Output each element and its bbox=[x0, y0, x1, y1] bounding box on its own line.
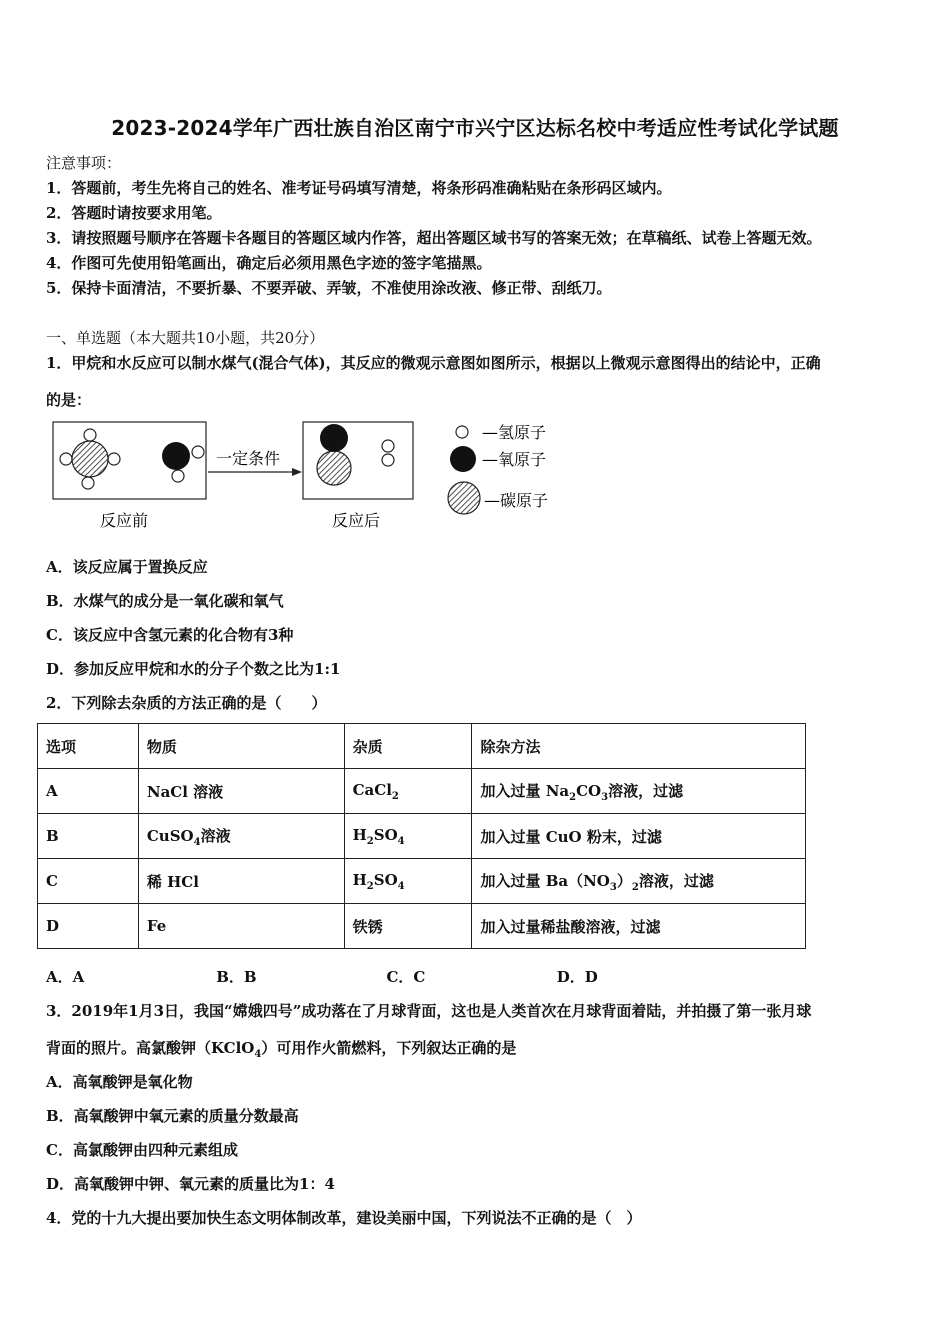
q3-option-a: A．高氧酸钾是氧化物 bbox=[46, 1073, 193, 1091]
oxygen-atom-icon bbox=[450, 446, 476, 472]
table-header-cell: 除杂方法 bbox=[472, 724, 806, 769]
cell-text: 加入过量 Ba（NO bbox=[480, 871, 610, 890]
notice-item: 4．作图可先使用铅笔画出，确定后必须用黑色字迹的签字笔描黑。 bbox=[46, 254, 492, 272]
cell-subscript: 4 bbox=[397, 880, 405, 892]
section-heading: 一、单选题（本大题共10小题，共20分） bbox=[46, 329, 325, 347]
q3-option-b: B．高氧酸钾中氧元素的质量分数最高 bbox=[46, 1107, 299, 1125]
cell-subscript: 3 bbox=[609, 881, 617, 893]
q1-stem: 1．甲烷和水反应可以制水煤气(混合气体)，其反应的微观示意图如图所示，根据以上微观示意图得出的结论中，正确 bbox=[46, 354, 821, 372]
table-cell: B bbox=[38, 814, 139, 859]
q2-option-b: B．B bbox=[216, 968, 257, 986]
cell-subscript: 2 bbox=[391, 790, 399, 802]
table-cell: A bbox=[38, 769, 139, 814]
carbon-atom-icon bbox=[448, 482, 480, 514]
q3-stem-text: 背面的照片。高氯酸钾（KClO bbox=[46, 1039, 255, 1057]
table-cell bbox=[344, 769, 472, 814]
q3-stem bbox=[46, 1037, 516, 1060]
before-label: 反应前 bbox=[100, 511, 149, 530]
cell-text: ） bbox=[616, 871, 632, 890]
hydrogen-molecule bbox=[382, 440, 394, 466]
q1-option-b: B．水煤气的成分是一氧化碳和氧气 bbox=[46, 592, 284, 610]
table-row bbox=[38, 769, 806, 814]
q1-option-c: C．该反应中含氢元素的化合物有3种 bbox=[46, 626, 294, 644]
table-cell: C bbox=[38, 859, 139, 904]
cell-text: CuSO bbox=[146, 826, 194, 845]
cell-text: 溶液 bbox=[200, 826, 231, 845]
notice-item: 2．答题时请按要求用笔。 bbox=[46, 204, 222, 222]
q3-stem: 3．2019年1月3日，我国“嫦娥四号”成功落在了月球背面，这也是人类首次在月球背面着陆，并拍摄了第一张月球 bbox=[46, 1002, 812, 1020]
table-cell bbox=[472, 859, 806, 904]
table-row bbox=[38, 904, 806, 949]
legend-hydrogen: —氢原子 bbox=[482, 423, 547, 442]
cell-subscript: 2 bbox=[569, 791, 577, 803]
cell-subscript: 2 bbox=[366, 880, 374, 892]
q2-table bbox=[37, 723, 806, 949]
table-cell bbox=[472, 769, 806, 814]
cell-text: 溶液，过滤 bbox=[638, 871, 714, 890]
notice-heading: 注意事项： bbox=[46, 154, 122, 172]
q4-stem: 4．党的十九大提出要加快生态文明体制改革，建设美丽中国，下列说法不正确的是（ ） bbox=[46, 1209, 642, 1227]
cell-text: SO bbox=[373, 825, 398, 844]
after-label: 反应后 bbox=[332, 511, 381, 530]
table-header-cell: 选项 bbox=[38, 724, 139, 769]
table-cell bbox=[344, 814, 472, 859]
table-header-cell: 物质 bbox=[138, 724, 344, 769]
q1-stem: 的是： bbox=[46, 391, 92, 409]
table-cell bbox=[138, 814, 344, 859]
q2-option-d: D．D bbox=[556, 968, 598, 986]
legend-carbon: —碳原子 bbox=[484, 491, 549, 510]
notice-item: 3．请按照题号顺序在答题卡各题目的答题区域内作答，超出答题区域书写的答案无效；在草稿纸、试卷上答题无效。 bbox=[46, 229, 822, 247]
notice-item: 5．保持卡面清洁，不要折暴、不要弄破、弄皱，不准使用涂改液、修正带、刮纸刀。 bbox=[46, 279, 612, 297]
q1-option-a: A．该反应属于置换反应 bbox=[46, 558, 208, 576]
cell-subscript: 3 bbox=[601, 791, 609, 803]
table-cell: 铁锈 bbox=[344, 904, 472, 949]
legend-oxygen: —氧原子 bbox=[482, 450, 547, 469]
q3-option-d: D．高氧酸钾中钾、氧元素的质量比为1：4 bbox=[46, 1175, 335, 1193]
cell-subscript: 2 bbox=[366, 835, 374, 847]
cell-text: 溶液，过滤 bbox=[608, 781, 684, 800]
reaction-diagram bbox=[50, 420, 590, 540]
q2-option-a: A．A bbox=[46, 968, 85, 986]
condition-label: 一定条件 bbox=[216, 449, 281, 468]
cell-text: SO bbox=[373, 870, 398, 889]
page-title: 2023-2024学年广西壮族自治区南宁市兴宁区达标名校中考适应性考试化学试题 bbox=[111, 116, 839, 140]
water-molecule bbox=[162, 442, 204, 482]
q3-stem-text: ）可用作火箭燃料，下列叙达正确的是 bbox=[261, 1039, 517, 1057]
q2-options bbox=[46, 966, 598, 987]
table-cell: NaCl 溶液 bbox=[138, 769, 344, 814]
q2-option-c: C．C bbox=[386, 968, 426, 986]
table-cell: 加入过量 CuO 粉末，过滤 bbox=[472, 814, 806, 859]
cell-text: CaCl bbox=[352, 780, 392, 799]
cell-text: CO bbox=[576, 781, 602, 800]
cell-subscript: 4 bbox=[397, 835, 405, 847]
methane-molecule bbox=[60, 429, 120, 489]
cell-subscript: 4 bbox=[193, 836, 201, 848]
table-cell bbox=[344, 859, 472, 904]
cell-text: 加入过量 Na bbox=[480, 781, 570, 800]
q1-option-d: D．参加反应甲烷和水的分子个数之比为1:1 bbox=[46, 660, 341, 678]
cell-text: H bbox=[352, 870, 367, 889]
co-molecule bbox=[317, 424, 351, 485]
table-cell: D bbox=[38, 904, 139, 949]
cell-subscript: 2 bbox=[631, 881, 639, 893]
hydrogen-atom-icon bbox=[456, 426, 468, 438]
table-header-row bbox=[38, 724, 806, 769]
q2-stem: 2．下列除去杂质的方法正确的是（ ） bbox=[46, 694, 327, 712]
table-row bbox=[38, 814, 806, 859]
q3-subscript: 4 bbox=[254, 1049, 262, 1060]
table-row bbox=[38, 859, 806, 904]
notice-item: 1．答题前，考生先将自己的姓名、准考证号码填写清楚，将条形码准确粘贴在条形码区域内。 bbox=[46, 179, 672, 197]
q3-option-c: C．高氯酸钾由四种元素组成 bbox=[46, 1141, 238, 1159]
cell-text: H bbox=[352, 825, 367, 844]
table-header-cell: 杂质 bbox=[344, 724, 472, 769]
table-cell: Fe bbox=[138, 904, 344, 949]
table-cell: 稀 HCl bbox=[138, 859, 344, 904]
table-cell: 加入过量稀盐酸溶液，过滤 bbox=[472, 904, 806, 949]
